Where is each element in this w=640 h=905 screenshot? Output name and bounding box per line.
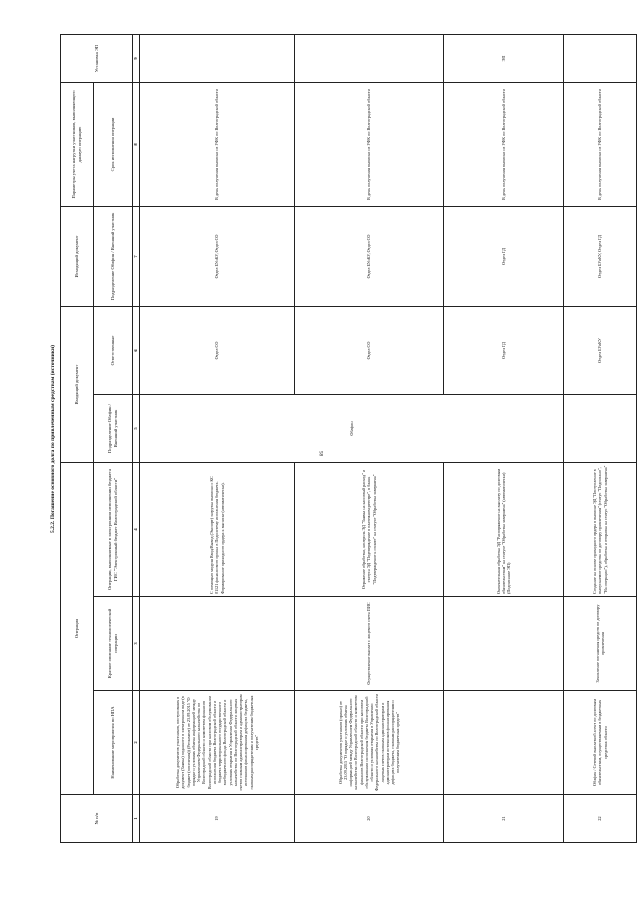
column-number: 9 xyxy=(133,34,140,82)
row-name-npa: Обработка документов участников, поступивших в документ (Заявка) поданного в электронном виде (в бюджет (поселения)) (Регламент) от 23.09.2015 "О порядке и условиях обмена информацией между Управлением Федерального казначейства по Волгоградской области и комитетом финансов Волгоградской области при кассовом обслуживании исполнения бюджета Волгоградской области и бюджета территориального государственного внебюджетного фонда Волгоградской области и условиях открытия в Управлении Федерального казначейства по Волгоградской области лицевых счетов главным администраторам и администраторам источников финансирования дефицита бюджета, главным распорядителям и получателям бюджетных средств" xyxy=(140,691,295,795)
row-operation: С помощью модуля Ввод/Вывод (Экспорт) загрузка выписки с КС 01121 финансового органа в Подсистему исполнения бюджета. Формирование приходного ордера к выписке (автоматически). xyxy=(140,463,295,597)
row-short-desc xyxy=(444,597,564,691)
row-short-desc: Зачисление погашения средств по договору привлечения xyxy=(564,597,637,691)
row-out-subdivision: Отдел ГД xyxy=(444,206,564,306)
row-out-subdivision: Отдел БУиКУ, Отдел СО xyxy=(140,206,295,306)
row-term: В день получения выписки из УФК по Волгоградской области xyxy=(140,82,295,206)
row-in-responsible: Отдел СО xyxy=(295,306,444,394)
header-row-1 xyxy=(61,34,94,842)
row-short-desc xyxy=(140,597,295,691)
header-row-2 xyxy=(94,34,133,842)
section-title: 5.2.2. Погашение основного долга по привлеченным средствам (источники) xyxy=(50,345,56,533)
row-install xyxy=(140,34,295,82)
operations-table xyxy=(60,34,637,843)
row-out-subdivision: Отдел БУиКУ, Отдел ГД xyxy=(564,206,637,306)
column-number: 4 xyxy=(133,463,140,597)
row-term: В день получения выписки из УФК по Волгоградской области xyxy=(564,82,637,206)
row-short-desc: Осуществление выплат с лицевого счета ПИС xyxy=(295,597,444,691)
row-operation: Создание на основе приходного ордера в выписке ЭД "Поступление в выпускаемое средства по договору привлечения" (статус "Подписано", "На операции"), обработка и отправка на статус "Обработка завершена" xyxy=(564,463,637,597)
row-in-responsible: Отдел БУиКУ xyxy=(564,306,637,394)
rotated-page-content xyxy=(50,35,608,843)
row-in-responsible: Отдел СО xyxy=(140,306,295,394)
header-in-responsible: Ответственные xyxy=(94,306,133,394)
column-number: 7 xyxy=(133,206,140,306)
row-in-subdivision: Облфин xyxy=(140,395,564,463)
column-number: 3 xyxy=(133,597,140,691)
row-no: 20 xyxy=(295,795,444,843)
row-install: ЭП xyxy=(444,34,564,82)
column-number: 6 xyxy=(133,306,140,394)
header-group-output-doc: Исходящий документ xyxy=(61,206,94,306)
table-row xyxy=(564,34,637,842)
column-number: 5 xyxy=(133,395,140,463)
header-group-params: Параметры учета нагрузки участников, выполняющего данную операцию xyxy=(61,82,94,206)
page-number: 58 xyxy=(317,451,323,456)
header-group-operation: Операция xyxy=(61,463,94,795)
column-number: 8 xyxy=(133,82,140,206)
column-number: 1 xyxy=(133,795,140,843)
row-in-subdivision xyxy=(564,395,637,463)
header-group-input-doc: Входящий документ xyxy=(61,306,94,462)
header-in-subdivision: Подразделение Облфин / Внешний участник xyxy=(94,395,133,463)
row-install xyxy=(564,34,637,82)
header-short-desc: Краткое описание технологической операции xyxy=(94,597,133,691)
row-no: 22 xyxy=(564,795,637,843)
header-term: Срок исполнения операции xyxy=(94,82,133,206)
header-install: Установка ЭП xyxy=(61,34,133,82)
row-operation: Окончательная обработка ЭД "Распоряжение на выплату по долговым обязательствам" на статусе "Обработка завершена" (автоматически) (Подписание ЭП) xyxy=(444,463,564,597)
row-name-npa: Обработка документов участников (приказ) от 23.09.2015 "О порядке и условиях обмена информацией между Управлением Федерального казначейства по Волгоградской области и комитетом финансов Волгоградской области при кассовом обслуживании исполнения бюджета Волгоградской области и условиях открытия в Управлении Федерального казначейства по Волгоградской области лицевых счетов главным администраторам и администраторам источников финансирования дефицита бюджета, главным распорядителям и получателям бюджетных средств" xyxy=(295,691,444,795)
column-number: 2 xyxy=(133,691,140,795)
table-row xyxy=(140,34,295,842)
row-term: В день получения выписки из УФК по Волгоградской области xyxy=(444,82,564,206)
header-operation-gis: Операции, выполняемые в электронном исполнении бюджета ГИС "Электронный бюджет Волгоградской области" xyxy=(94,463,133,597)
row-operation: Отражение обработки, контроль ЭД "Заявка на кассовый расход" и статуса ЭД "Подтверждение в платежном реестре", в бланк "Подтверждение к оплате" на статусе "Обработка завершена" xyxy=(295,463,444,597)
row-in-responsible: Отдел ГД xyxy=(444,306,564,394)
row-term: В день получения выписки из УФК по Волгоградской области xyxy=(295,82,444,206)
row-out-subdivision: Отдел БУиКУ, Отдел СО xyxy=(295,206,444,306)
row-no: 21 xyxy=(444,795,564,843)
row-no: 19 xyxy=(140,795,295,843)
row-name-npa xyxy=(444,691,564,795)
column-numbers-row xyxy=(133,34,140,842)
header-out-subdivision: Подразделение Облфин / Внешний участник xyxy=(94,206,133,306)
header-no: № п/п xyxy=(61,795,133,843)
row-install xyxy=(295,34,444,82)
header-name-npa: Наименование мероприятия по НПА xyxy=(94,691,133,795)
row-name-npa: Облфин / Сетевой выплатной агент по долговым обязательствам, осуществляемым в бюджетных средствах области xyxy=(564,691,637,795)
